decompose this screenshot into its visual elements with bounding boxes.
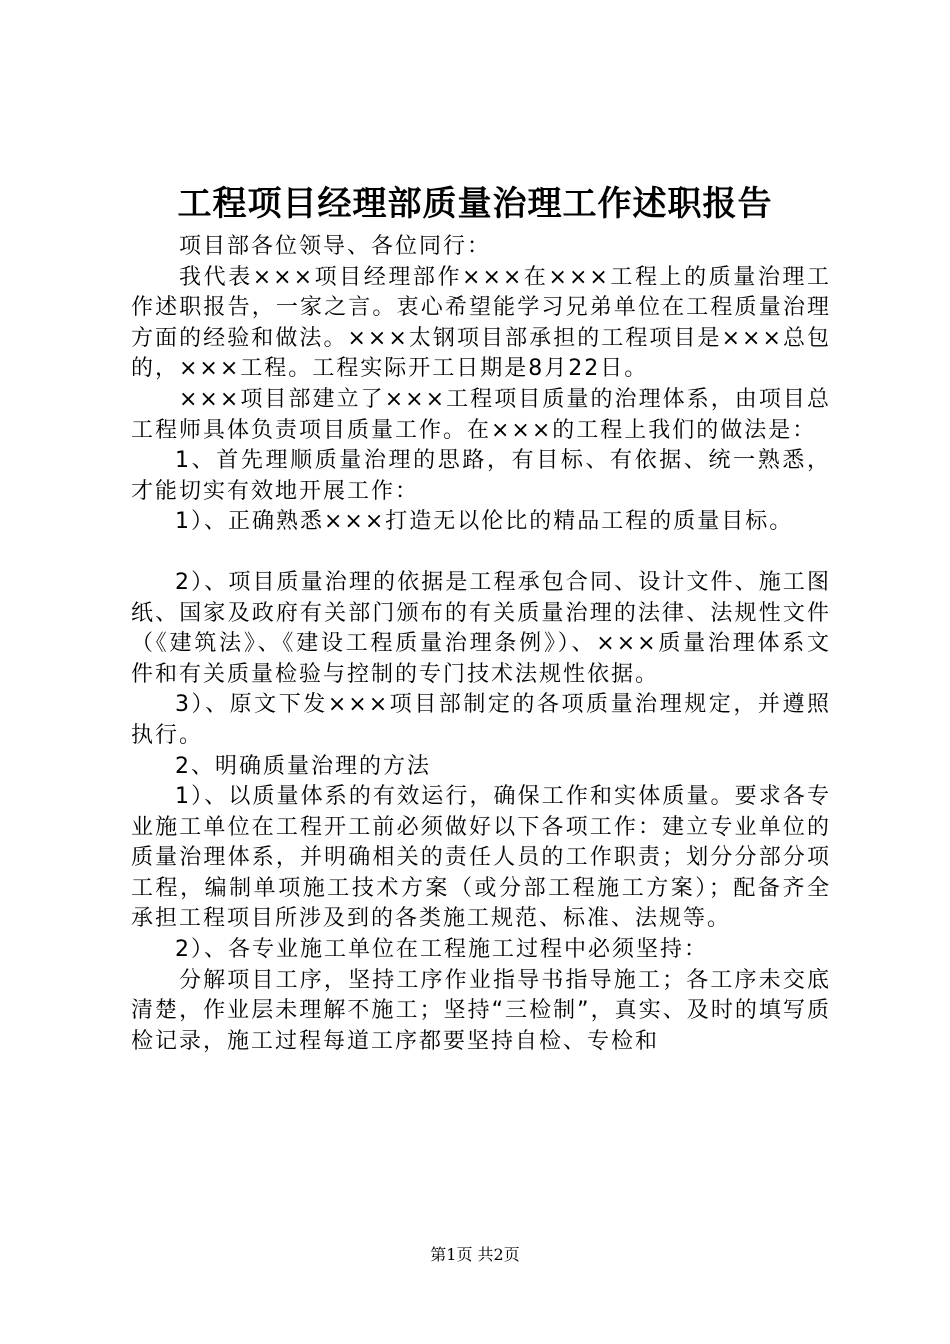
paragraph: ×××项目部建立了×××工程项目质量的治理体系，由项目总工程师具体负责项目质量工作。在×××的工程上我们的做法是： xyxy=(131,386,831,443)
paragraph: 2）、各专业施工单位在工程施工过程中必须坚持： xyxy=(175,937,708,963)
paragraph: 3）、原文下发×××项目部制定的各项质量治理规定，并遵照执行。 xyxy=(131,692,831,748)
document-body xyxy=(131,232,831,1057)
greeting: 项目部各位领导、各位同行： xyxy=(179,234,492,259)
paragraph-gap xyxy=(131,538,831,568)
page-number-footer: 第1页 共2页 xyxy=(430,1245,520,1264)
document-title: 工程项目经理部质量治理工作述职报告 xyxy=(177,184,773,224)
paragraph: 2、明确质量治理的方法 xyxy=(175,753,431,779)
paragraph: 1）、以质量体系的有效运行，确保工作和实体质量。要求各专业施工单位在工程开工前必须做好以下各项工作：建立专业单位的质量治理体系，并明确相关的责任人员的工作职责；划分分部分项工程，编制单项施工技术方案（或分部工程施工方案）；配备齐全承担工程项目所涉及到的各类施工规范、标准、法规等。 xyxy=(131,784,831,932)
paragraph: 分解项目工序，坚持工序作业指导书指导施工；各工序未交底清楚，作业层未理解不施工；坚持“三检制”，真实、及时的填写质检记录，施工过程每道工序都要坚持自检、专检和 xyxy=(131,967,831,1054)
paragraph: 1、首先理顺质量治理的思路，有目标、有依据、统一熟悉，才能切实有效地开展工作： xyxy=(131,448,831,504)
paragraph: 我代表×××项目经理部作×××在×××工程上的质量治理工作述职报告，一家之言。衷心希望能学习兄弟单位在工程质量治理方面的经验和做法。×××太钢项目部承担的工程项目是×××总包的，×××工程。工程实际开工日期是8月22日。 xyxy=(131,264,831,382)
paragraph: 1）、正确熟悉×××打造无以伦比的精品工程的质量目标。 xyxy=(175,509,794,535)
paragraph: 2）、项目质量治理的依据是工程承包合同、设计文件、施工图纸、国家及政府有关部门颁布的有关质量治理的法律、法规性文件（《建筑法》、《建设工程质量治理条例》）、×××质量治理体系文件和有关质量检验与控制的专门技术法规性依据。 xyxy=(131,569,831,687)
